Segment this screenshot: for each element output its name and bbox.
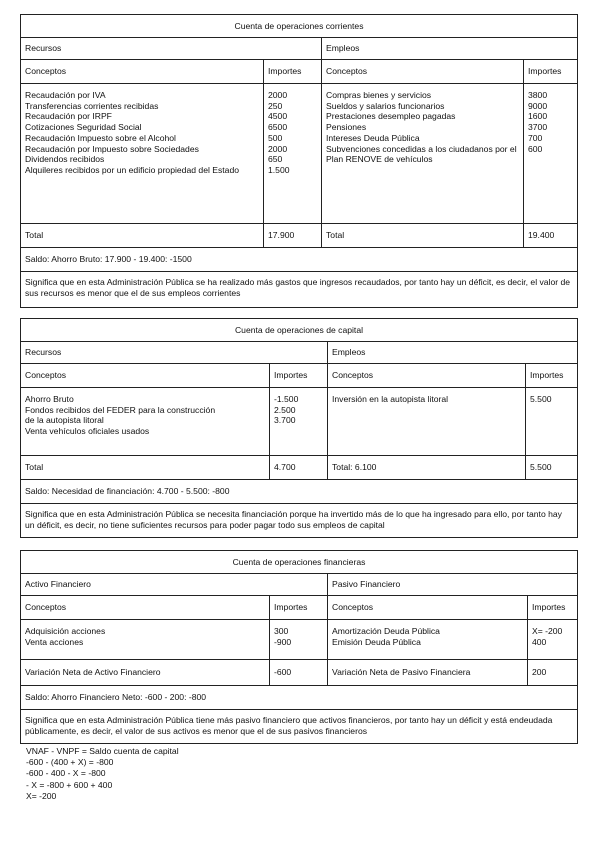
formula-line: -600 - 400 - X = -800 (26, 768, 106, 779)
balance-row: Saldo: Ahorro Financiero Neto: -600 - 200: -800 (25, 692, 207, 703)
amount: 500 (268, 132, 283, 143)
total-label: Total (321, 224, 523, 247)
formula-line: - X = -800 + 600 + 400 (26, 779, 113, 790)
liabilities-concepts (327, 620, 527, 659)
resources-total: 17.900 (263, 224, 321, 247)
current-operations-table (20, 14, 578, 308)
uses-header: Empleos (321, 38, 577, 59)
col-concepts: Conceptos (25, 602, 67, 613)
assets-amounts (269, 620, 327, 659)
list-item: de la autopista litoral (25, 415, 104, 426)
list-item: Emisión Deuda Pública (332, 636, 421, 647)
resources-header: Recursos (25, 347, 62, 358)
list-item: Adquisición acciones (25, 626, 106, 636)
uses-amounts (525, 388, 577, 455)
resources-total: 4.700 (269, 456, 327, 479)
list-item: Amortización Deuda Pública (332, 626, 440, 636)
total-label: Total (25, 462, 44, 473)
uses-header: Empleos (327, 342, 577, 363)
resources-amounts (269, 388, 327, 455)
total-label: Variación Neta de Pasivo Financiera (327, 660, 527, 685)
amount: 2.500 (274, 404, 296, 415)
list-item: Subvenciones concedidas a los ciudadanos por el Plan RENOVE de vehículos (326, 143, 517, 165)
resources-concepts (21, 388, 269, 455)
list-item: Recaudación por IVA (25, 90, 106, 100)
uses-amounts (523, 84, 577, 223)
capital-operations-table (20, 318, 578, 538)
list-item: Recaudación Impuesto sobre el Alcohol (25, 132, 176, 143)
list-item: Prestaciones desempleo pagadas (326, 111, 456, 122)
col-concepts: Conceptos (327, 364, 525, 387)
amount: 1600 (528, 111, 548, 122)
amount: 2000 (268, 90, 288, 100)
explanation-note: Significa que en esta Administración Pública se necesita financiación porque ha invertido más de lo que ha ingresado para ello, por tanto hay un déficit, es decir, no tiene suficientes recursos para poder pagar todo sus empleos de capital (25, 509, 562, 530)
amount: 5.500 (530, 394, 552, 404)
total-label: Total (25, 230, 44, 241)
col-concepts: Conceptos (25, 66, 67, 77)
amount: -900 (274, 636, 292, 647)
col-concepts: Conceptos (25, 370, 67, 381)
amount: 300 (274, 626, 289, 636)
list-item: Venta vehículos oficiales usados (25, 426, 150, 437)
total-label: Variación Neta de Activo Financiero (25, 667, 161, 678)
formula-line: VNAF - VNPF = Saldo cuenta de capital (26, 746, 179, 756)
col-amounts: Importes (269, 596, 327, 619)
list-item: Fondos recibidos del FEDER para la construcción (25, 404, 216, 415)
amount: 600 (528, 143, 543, 154)
list-item: Dividendos recibidos (25, 154, 105, 165)
table-title: Cuenta de operaciones de capital (234, 324, 364, 335)
amount: 3800 (528, 90, 548, 100)
assets-total: -600 (269, 660, 327, 685)
resources-amounts (263, 84, 321, 223)
list-item: Inversión en la autopista litoral (332, 394, 449, 404)
col-amounts: Importes (263, 60, 321, 83)
assets-concepts (21, 620, 269, 659)
col-amounts: Importes (269, 364, 327, 387)
uses-total: 19.400 (523, 224, 577, 247)
resources-concepts (21, 84, 263, 223)
col-amounts: Importes (525, 364, 577, 387)
total-label: Total: 6.100 (327, 456, 525, 479)
list-item: Ahorro Bruto (25, 394, 74, 404)
financial-operations-table (20, 550, 578, 744)
amount: 9000 (528, 100, 548, 111)
list-item: Pensiones (326, 122, 367, 133)
table-title: Cuenta de operaciones corrientes (234, 20, 364, 31)
list-item: Intereses Deuda Pública (326, 132, 420, 143)
amount: 4500 (268, 111, 288, 122)
liabilities-total: 200 (527, 660, 577, 685)
list-item: Recaudación por Impuesto sobre Sociedades (25, 143, 199, 154)
col-concepts: Conceptos (327, 596, 527, 619)
list-item: Venta acciones (25, 636, 84, 647)
list-item: Alquileres recibidos por un edificio propiedad del Estado (25, 165, 240, 176)
financial-assets-header: Activo Financiero (25, 579, 91, 590)
amount: 650 (268, 154, 283, 165)
amount: 3.700 (274, 415, 296, 426)
list-item: Compras bienes y servicios (326, 90, 432, 100)
amount: 3700 (528, 122, 548, 133)
formula-line: X= -200 (26, 790, 57, 801)
uses-total: 5.500 (525, 456, 577, 479)
explanation-note: Significa que en esta Administración Pública tiene más pasivo financiero que activos financieros, por tanto hay un déficit y está endeudada públicamente, es decir, el valor de sus activos es menor que el de sus pasivos financieros (25, 715, 553, 736)
amount: 2000 (268, 143, 288, 154)
amount: 1.500 (268, 165, 290, 176)
table-title-row (21, 15, 577, 37)
amount: 6500 (268, 122, 288, 133)
formula-line: -600 - (400 + X) = -800 (26, 757, 114, 768)
list-item: Cotizaciones Seguridad Social (25, 122, 142, 133)
amount: 250 (268, 100, 283, 111)
list-item: Transferencias corrientes recibidas (25, 100, 159, 111)
col-amounts: Importes (527, 596, 577, 619)
explanation-note: Significa que en esta Administración Pública se ha realizado más gastos que ingresos recaudados, por tanto hay un déficit, es decir, el valor de sus recursos es menor que el de sus empleos corrientes (25, 277, 571, 298)
list-item: Sueldos y salarios funcionarios (326, 100, 445, 111)
amount: 700 (528, 132, 543, 143)
uses-concepts (327, 388, 525, 455)
list-item: Recaudación por IRPF (25, 111, 112, 122)
amount: X= -200 (532, 626, 563, 636)
amount: 400 (532, 636, 547, 647)
liabilities-amounts (527, 620, 577, 659)
financial-liabilities-header: Pasivo Financiero (327, 574, 577, 595)
resources-header: Recursos (25, 43, 62, 54)
balance-row: Saldo: Ahorro Bruto: 17.900 - 19.400: -1500 (25, 254, 192, 265)
table-title: Cuenta de operaciones financieras (232, 556, 366, 567)
balance-row: Saldo: Necesidad de financiación: 4.700 - 5.500: -800 (25, 486, 230, 497)
col-concepts: Conceptos (321, 60, 523, 83)
amount: -1.500 (274, 394, 299, 404)
formula-block (26, 746, 179, 802)
uses-concepts (321, 84, 523, 223)
col-amounts: Importes (523, 60, 577, 83)
